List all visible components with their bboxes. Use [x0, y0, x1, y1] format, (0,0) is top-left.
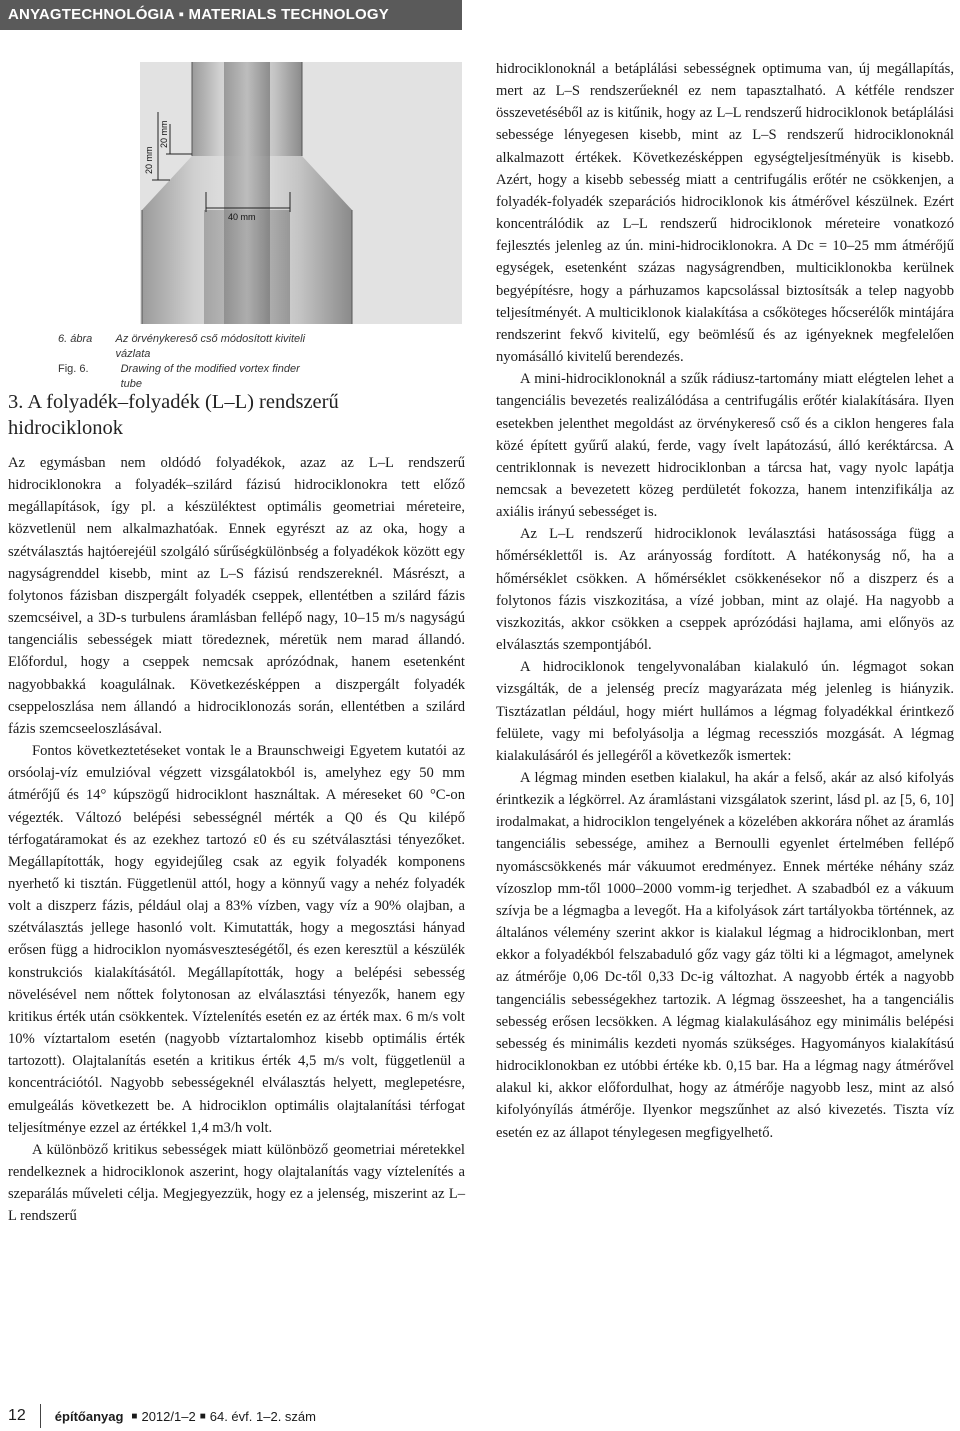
page-footer: [8, 1404, 316, 1428]
journal-section-header: ANYAGTECHNOLÓGIA ▪ MATERIALS TECHNOLOGY: [0, 0, 462, 30]
bullet-icon: ■: [131, 1410, 138, 1422]
left-column: [8, 452, 465, 1227]
paragraph: Az egymásban nem oldódó folyadékok, azaz az L–L rendszerű hidrociklonokra a folyadék–szilárd fázisú hidrociklonokra tett előző megállapítások, így pl. a készüléktest optimális geometriai méreteire, közvetlenül nem alkalmazhatóak. Ennek egyrészt az az oka, hogy a szétválasztás hajtóerejéül szolgáló sűrűségkülönbség a folyadékok között egy nagyságrenddel kisebb, mint az L–S fázisú rendszereknél. Másrészt, a folytonos fázisban diszpergált folyadék cseppek, ellentétben a szilárd fázis szemcséivel, a 3D-s turbulens áramlásban fellépő nagy, 10–15 m/s nagyságú tangenciális sebességek miatt töredeznek, méretük nem marad állandó. Előfordul, hogy a cseppek nemcsak aprózódnak, hanem esetenként nagyobbakká koagulálnak. Következésképpen a diszpergált folyadék cseppeloszlása nem állandó a hidrociklonozás során, ellentétben a szilárd fázis szemcseeloszlásával.: [8, 455, 465, 737]
paragraph: A hidrociklonok tengelyvonalában kialakuló ún. légmagot sokan vizsgálták, de a jelenség precíz magyarázata még jelenleg is hiányzik. Tisztázatlan például, hogy miért hullámos a légmag folyadékkal érintkező felülete, vagy mi befolyásolja a légmag recessziós mozgását. A légmag kialakulásáról és jellegéről a következők ismertek:: [496, 659, 954, 764]
paragraph: A különböző kritikus sebességek miatt különböző geometriai méretekkel rendelkeznek a hidrociklonok aszerint, hogy olajtalanítás vagy víztelenítés a szeparálás műveleti célja. Megjegyezzük, hogy ez a jelenség, miszerint az L–L rendszerű: [8, 1141, 465, 1225]
page-number: 12: [8, 1407, 26, 1424]
volume-info: 64. évf. 1–2. szám: [209, 1408, 316, 1424]
right-column: [496, 58, 954, 1144]
caption-en-text: Drawing of the modified vortex finder tube: [120, 363, 300, 390]
dim-label-20mm-a: 20 mm: [144, 146, 154, 174]
dim-label-20mm-b: 20 mm: [159, 120, 169, 148]
section-heading: 3. A folyadék–folyadék (L–L) rendszerű hidrociklonok: [8, 391, 339, 439]
paragraph: Az L–L rendszerű hidrociklonok leválasztási hatásossága függ a hőmérséklettől is. Az arányosság fordított. A hatékonyság nő, ha a hőmérséklet csökken. A hőmérséklet csökkenésekor nő a diszperz és a folytonos fázis viszkozitása, a vízé jobban, mint az olajé. Ha nagyobb a viszkozitás, akkor csökken a cseppek aprózódási hajlama, ami előnyös az elválasztás szempontjából.: [496, 526, 954, 654]
caption-hu-text: Az örvénykereső cső módosított kiviteli vázlata: [115, 333, 306, 360]
paragraph: Fontos következtetéseket vontak le a Braunschweigi Egyetem kutatói az orsóolaj-víz emulzióval végzett vizsgálatokból is, amelyhez egy 50 mm átmérőjű és 14° kúpszögű hidrociklont használtak. A méreseket 60 °C-on végezték. Változó belépési sebességnél mérték a Q0 és Qu kilépő térfogatáramokat és az ezekhez tartozó ε0 és εu szétválasztási tényezőket. Megállapították, hogy egyidejűleg csak az egyik folyadék komponens nyerhető ki tisztán. Függetlenül attól, hogy a könnyű vagy a nehéz folyadék volt a diszperz fázis, például olaj a 83% vízben, vagy víz a 90% olajban, a szétválasztás jellege hasonló volt. Kimutatták, hogy a megosztási hányad erősen függ a hidrociklon nyomásveszteségétől, és ezen keresztül a készülék konstrukciós kialakításától. Megállapították, hogy a belépési sebesség növelésével nem nőttek folytonosan az elválasztási tényezők, hanem egy kritikus érték után csökkentek. Víztelenítés esetén ez az érték max. 6 m/s volt 10% víztartalom esetén (nagyobb víztartalomhoz kisebb optimális érték tartozott). Olajtalanítás esetén a kritikus érték 4,5 m/s volt, függetlenül a koncentrációtól. Nagyobb sebességeknél elválasztás helyett, meglepetésre, emulgeálás következett be. A hidrociklon optimális olajtalanítási térfogat teljesítménye ezzel az értékkel 1,4 m3/h volt.: [8, 743, 465, 1136]
figure-caption: [8, 332, 308, 392]
dim-label-40mm: 40 mm: [228, 212, 256, 222]
issue-number: 2012/1–2: [141, 1408, 196, 1424]
paragraph: hidrociklonoknál a betáplálási sebességnek optimuma van, új megállapítás, mert az L–S rendszerűeknél ez nem tapasztalható. A kétféle rendszer összevetéséből az is kitűnik, hogy az L–L rendszerű hidrociklonok betáplálási sebessége lényegesen kisebb, mint az L–S rendszerű hidrociklonoknál alkalmazott értékek. Következésképpen egységteljesítményük is kisebb. Azért, hogy a kisebb sebesség miatt a centrifugális erőtér ne csökkenjen, a folyadék-folyadék szeparációs hidrociklonok kis átmérővel készülnek. Ezért koncentrálódik az L–L rendszerű hidrociklonok méreteire vonatkozó fejlesztés jelenleg az ún. mini-hidrociklonokra. A Dc = 10–25 mm átmérőjű egységek, esetenként százas nagyságrendben, multiciklonokba kerülnek begyépítésre, hogy a párhuzamos kapcsolással biztosítsák a telep nagyobb teljesítményét. A multiciklonok kialakítása a csőköteges hőcserélők mintájára rendszerint fekvő kivitelű, egy beömlésű és az igényeknek megfelelően nyomásálló kivitelű berendezés.: [496, 61, 954, 366]
paragraph: A mini-hidrociklonoknál a szűk rádiusz-tartomány miatt elégtelen lehet a tangenciális bevezetés realizálódása a centrifugális erőtér kialakítására. Ilyen esetekben jelenthet megoldást az örvénykereső cső és a ciklon hengeres fala közé épített gyűrű alakú, ferde, vagy ívelt lapátozású, álló keréktárcsa. A centriklonnak is nevezett hidrociklonban a tárcsa hat, vagy nyolc lapátja nemcsak a bevezetett közeg perdületét fokozza, hanem intenzifikálja az axiális irányú sebességet is.: [496, 371, 954, 521]
journal-brand: építőanyag: [54, 1408, 124, 1424]
paragraph: A légmag minden esetben kialakul, ha akár a felső, akár az alsó kifolyás érintkezik a légkörrel. Az áramlástani vizsgálatok szerint, lásd pl. az [5, 6, 10] irodalmakat, a hidrociklon tengelyének a közelében akkorára nőhet az áramlás tangenciális sebessége, amihez a Bernoulli egyenlet értelmében fellépő nyomáscsökkenés már vákuumot eredményez. Ennek mértéke néhány száz vízoszlop mm-től 1000–2000 vomm-ig terjedhet. A szabadból ez a vákuum szívja be a légmagba a levegőt. Ha a kifolyások zárt tartályokba történnek, az általános vélemény szerint akkor is kialakul légmag a hidrociklonban, mert ekkor a folyadékból felszabaduló gőz vagy gáz tölti ki a légmagot, amelynek az átmérője 0,06 Dc-től 0,33 Dc-ig változhat. A nagyobb érték a nagyobb tangenciális sebességekhez tartozik. A légmag összeeshet, ha a tangenciális sebesség erősen lecsökken. A légmag kialakulásához egy minimális belépési sebesség és minimális kezdeti nyomás szükséges. Hagyományos kialakítású hidrociklonokban ez utóbbi értéke kb. 0,15 bar. Ha a légmag nagy átmérővel alakul ki, akkor előfordulhat, hogy az átmérője nagyobb lesz, mint az alsó kifolyónyílás átmérője. Ilyenkor megszűnhet az alsó kivezetés. Tiszta víz esetén ez az állapot ténylegesen megfigyelhető.: [496, 770, 954, 1141]
caption-en-label: Fig. 6.: [58, 363, 89, 375]
vortex-finder-drawing: [140, 62, 462, 324]
bullet-icon: ■: [199, 1410, 206, 1422]
caption-hu-label: 6. ábra: [58, 333, 93, 345]
footer-divider: [40, 1404, 41, 1428]
